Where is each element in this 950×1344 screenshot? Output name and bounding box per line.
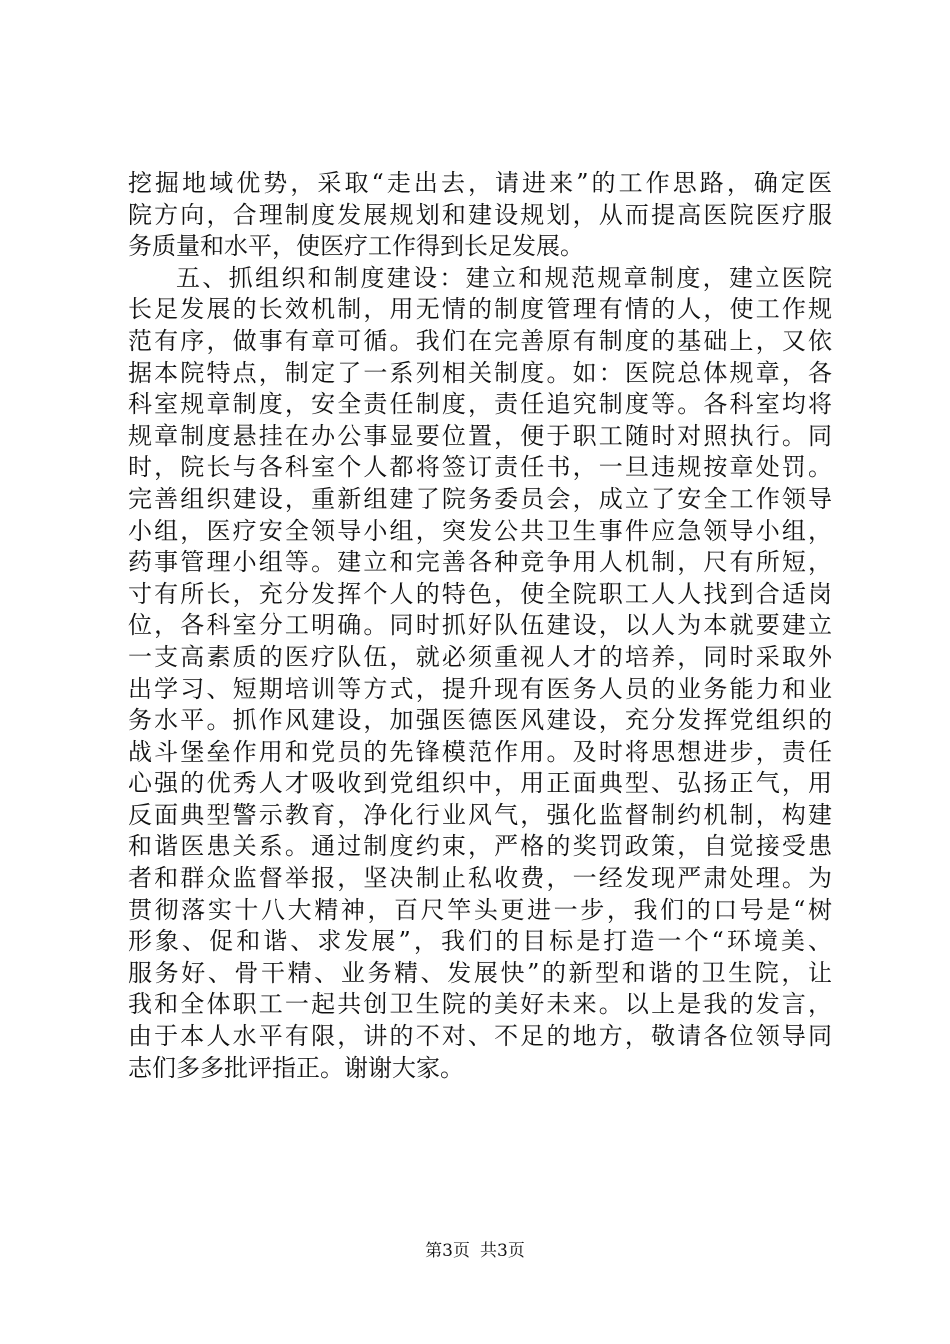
text-line: 者和群众监督举报，坚决制止私收费，一经发现严肃处理。为 [128,864,832,893]
text-line: 由于本人水平有限，讲的不对、不足的地方，敬请各位领导同 [128,1022,832,1051]
text-line: 心强的优秀人才吸收到党组织中，用正面典型、弘扬正气，用 [128,769,832,798]
text-line: 长足发展的长效机制，用无情的制度管理有情的人，使工作规 [128,295,832,324]
text-line: 反面典型警示教育，净化行业风气，强化监督制约机制，构建 [128,800,832,829]
page-footer [0,1240,950,1262]
text-line: 务质量和水平，使医疗工作得到长足发展。 [128,232,584,261]
text-line: 务水平。抓作风建设，加强医德医风建设，充分发挥党组织的 [128,706,832,735]
page-number-current: 第3页 [425,1241,470,1261]
text-line: 范有序，做事有章可循。我们在完善原有制度的基础上，又依 [128,326,832,355]
body-text [128,168,832,1084]
text-line: 形象、促和谐、求发展”，我们的目标是打造一个“环境美、 [128,927,832,956]
text-line: 寸有所长，充分发挥个人的特色，使全院职工人人找到合适岗 [128,579,832,608]
text-line: 据本院特点，制定了一系列相关制度。如：医院总体规章，各 [128,358,832,387]
text-line: 药事管理小组等。建立和完善各种竞争用人机制，尺有所短， [128,548,832,577]
text-line: 时，院长与各科室个人都将签订责任书，一旦违规按章处罚。 [128,453,832,482]
text-line: 规章制度悬挂在办公事显要位置，便于职工随时对照执行。同 [128,421,832,450]
text-line: 和谐医患关系。通过制度约束，严格的奖罚政策，自觉接受患 [128,832,832,861]
text-line: 服务好、骨干精、业务精、发展快”的新型和谐的卫生院，让 [128,958,832,987]
text-line: 我和全体职工一起共创卫生院的美好未来。以上是我的发言， [128,990,832,1019]
text-line: 科室规章制度，安全责任制度，责任追究制度等。各科室均将 [128,390,832,419]
text-line: 小组，医疗安全领导小组，突发公共卫生事件应急领导小组， [128,516,832,545]
text-line: 贯彻落实十八大精神，百尺竿头更进一步，我们的口号是“树 [128,895,832,924]
text-line: 五、抓组织和制度建设：建立和规范规章制度，建立医院 [176,263,832,292]
text-line: 一支高素质的医疗队伍，就必须重视人才的培养，同时采取外 [128,642,832,671]
text-line: 完善组织建设，重新组建了院务委员会，成立了安全工作领导 [128,484,832,513]
text-line: 位，各科室分工明确。同时抓好队伍建设，以人为本就要建立 [128,611,832,640]
text-line: 出学习、短期培训等方式，提升现有医务人员的业务能力和业 [128,674,832,703]
text-line: 挖掘地域优势，采取“走出去，请进来”的工作思路，确定医 [128,169,832,197]
text-line: 志们多多批评指正。谢谢大家。 [128,1053,464,1082]
page-number-total: 共3页 [480,1241,525,1261]
text-line: 战斗堡垒作用和党员的先锋模范作用。及时将思想进步，责任 [128,737,832,766]
text-line: 院方向，合理制度发展规划和建设规划，从而提高医院医疗服 [128,200,832,229]
